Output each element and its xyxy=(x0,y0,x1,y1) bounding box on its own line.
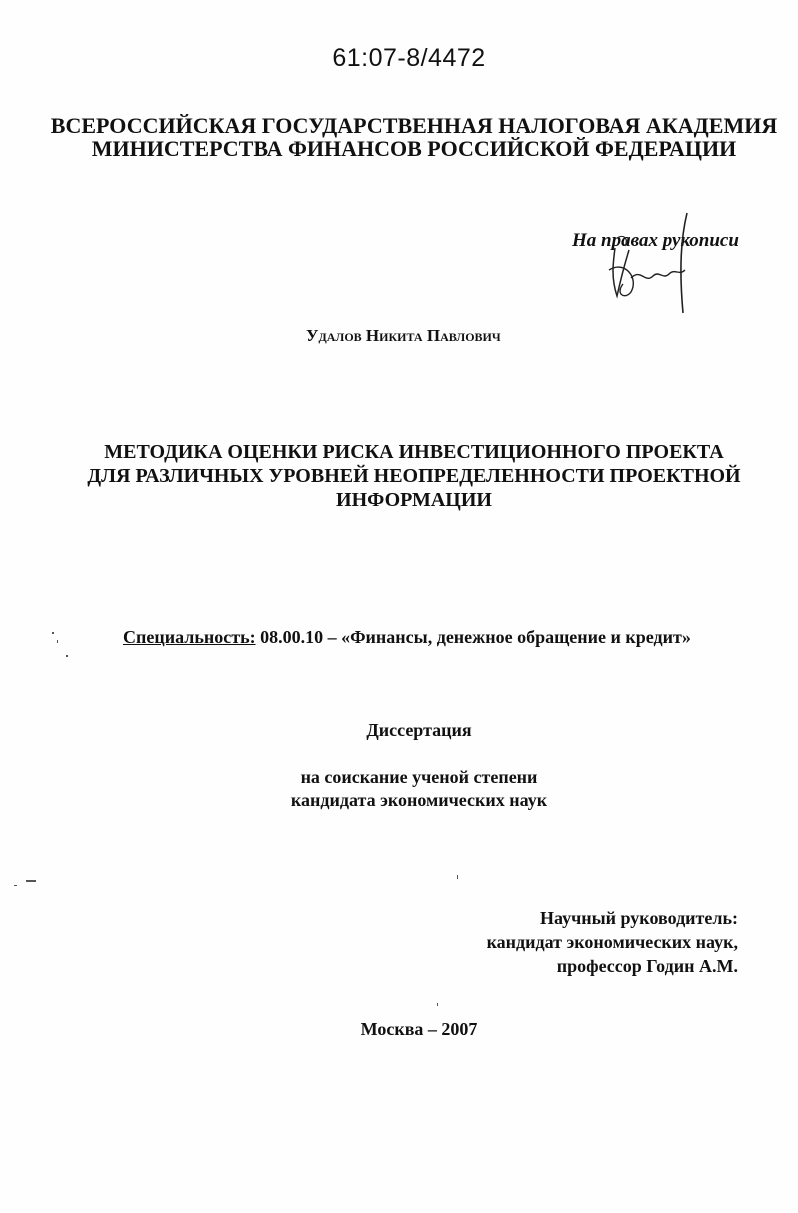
title-line-2: ДЛЯ РАЗЛИЧНЫХ УРОВНЕЙ НЕОПРЕДЕЛЕННОСТИ ПРОЕКТНОЙ xyxy=(87,465,741,487)
scan-speck xyxy=(57,640,58,643)
specialty-label: Специальность: xyxy=(123,627,256,647)
degree-line-2: кандидата экономических наук xyxy=(290,790,548,810)
scan-speck xyxy=(66,655,68,657)
supervisor-line-2: кандидат экономических наук, xyxy=(486,932,738,952)
document-type: Диссертация xyxy=(366,720,472,740)
scan-speck xyxy=(14,885,17,886)
organization-name xyxy=(0,114,798,160)
organization-line-1: ВСЕРОССИЙСКАЯ ГОСУДАРСТВЕННАЯ НАЛОГОВАЯ АКАДЕМИЯ xyxy=(50,113,778,138)
supervisor xyxy=(487,906,738,978)
handwritten-signature xyxy=(595,208,705,318)
catalog-number: 61:07-8/4472 xyxy=(332,44,486,72)
specialty xyxy=(123,627,691,648)
degree xyxy=(0,766,798,812)
title-line-1: МЕТОДИКА ОЦЕНКИ РИСКА ИНВЕСТИЦИОННОГО ПРОЕКТА xyxy=(104,441,724,463)
organization-line-2: МИНИСТЕРСТВА ФИНАНСОВ РОССИЙСКОЙ ФЕДЕРАЦИИ xyxy=(91,136,737,161)
title-line-3: ИНФОРМАЦИИ xyxy=(336,489,492,511)
city-year: Москва – 2007 xyxy=(360,1019,478,1039)
scan-speck xyxy=(437,1003,438,1006)
scan-speck xyxy=(26,880,36,882)
manuscript-rights: На правах рукописи xyxy=(572,230,739,251)
degree-line-1: на соискание ученой степени xyxy=(300,767,538,787)
author-name: Удалов Никита Павлович xyxy=(306,326,501,345)
scan-speck xyxy=(457,875,458,879)
specialty-value: 08.00.10 – «Финансы, денежное обращение и кредит» xyxy=(255,627,691,647)
supervisor-line-3: профессор Годин А.М. xyxy=(556,956,738,976)
supervisor-line-1: Научный руководитель: xyxy=(540,908,738,928)
scan-speck xyxy=(52,632,54,634)
dissertation-title xyxy=(0,440,798,512)
